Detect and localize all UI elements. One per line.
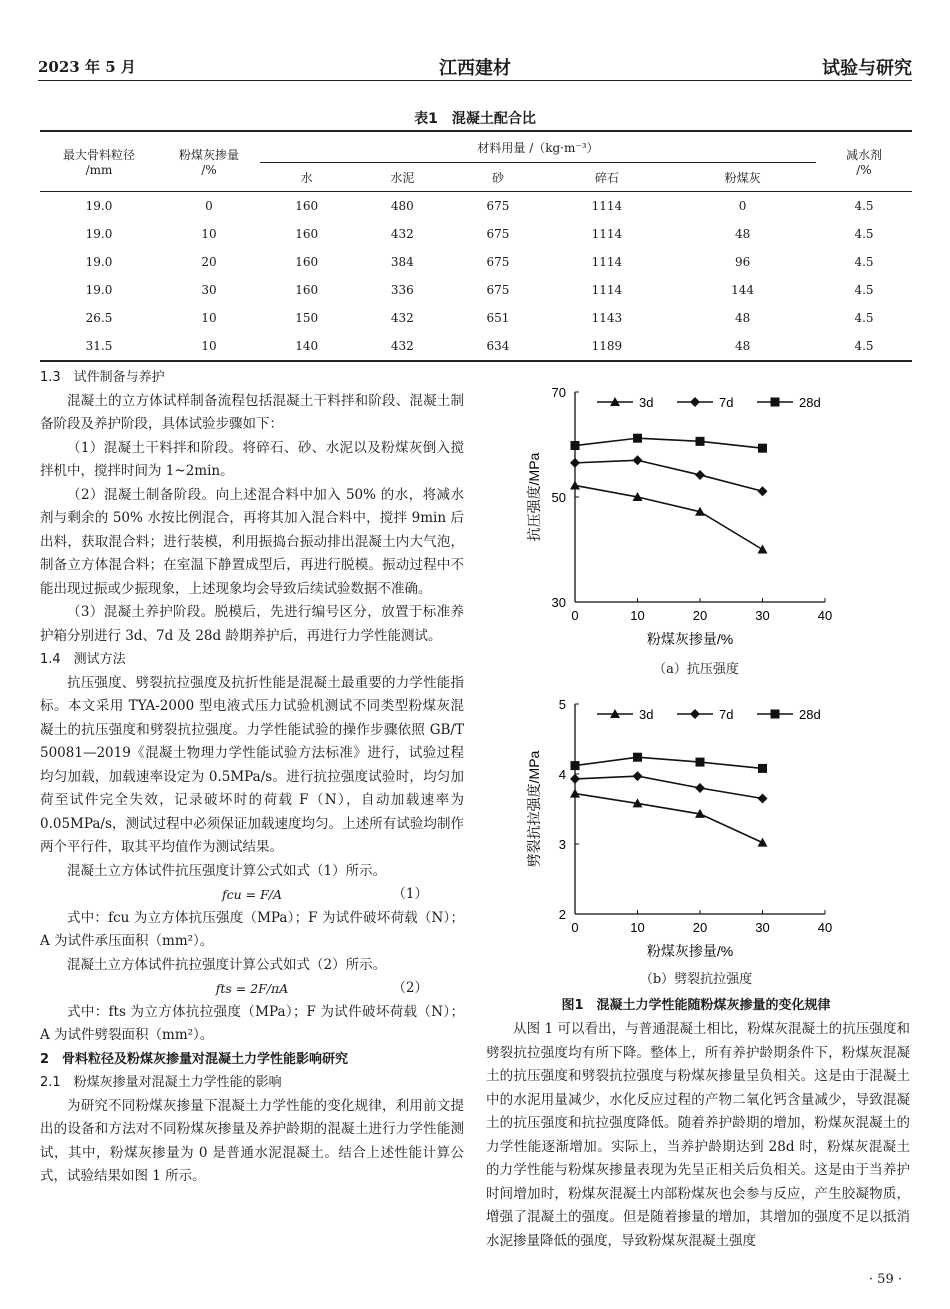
cell: 160 <box>295 227 319 241</box>
paragraph: 式中：fcu 为立方体抗压强度（MPa）；F 为试件破坏荷载（N）；A 为试件承压面积（mm²）。 <box>40 909 464 949</box>
x-axis-label: 粉煤灰掺量/% <box>646 631 734 647</box>
x-tick-label: 0 <box>571 608 579 623</box>
cell: 160 <box>295 255 319 269</box>
data-point-3d <box>758 545 768 554</box>
cell: 140 <box>260 332 353 361</box>
x-tick-label: 30 <box>755 920 770 935</box>
paragraph: 为研究不同粉煤灰掺量下混凝土力学性能的变化规律，利用前文提出的设备和方法对不同粉煤灰掺量及养护龄期的混凝土进行力学性能测试，其中，粉煤灰掺量为 0 是普通水泥混凝土。结合上述性能计算公式，试验结果如图 1 所示。 <box>40 1097 464 1184</box>
x-tick-label: 20 <box>692 920 708 935</box>
col-header-flyash-amount: 粉煤灰 <box>669 163 816 192</box>
table-row <box>40 276 912 304</box>
formula-1-number: （1） <box>392 886 428 902</box>
data-point-7d <box>633 455 643 465</box>
x-tick-label: 30 <box>755 608 770 623</box>
data-point-28d <box>758 444 767 453</box>
table-row <box>40 332 912 361</box>
cell: 31.5 <box>40 332 158 361</box>
issue-date: 2023 年 5 月 <box>38 58 136 76</box>
cell: 675 <box>486 255 510 269</box>
cell: 675 <box>486 199 510 213</box>
col-header-flyash-line1: 粉煤灰掺量 <box>178 148 239 162</box>
legend-label-28d: 28d <box>799 707 821 722</box>
paragraph: （1）混凝土干料拌和阶段。将碎石、砂、水泥以及粉煤灰倒入搅拌机中，搅拌时间为 1~2min。 <box>40 439 464 479</box>
formula-1-expression: fcu = F/A <box>221 887 282 902</box>
series-3d <box>570 789 768 847</box>
x-tick-label: 10 <box>630 920 645 935</box>
cell: 160 <box>295 199 319 213</box>
data-point-28d <box>696 758 705 767</box>
cell: 1114 <box>591 255 623 269</box>
cell: 675 <box>486 283 510 297</box>
col-header-flyash <box>158 131 260 192</box>
formula-2-expression: fts = 2F/πA <box>215 981 289 996</box>
table-caption: 表1 混凝土配合比 <box>414 111 536 127</box>
x-tick-label: 40 <box>817 920 833 935</box>
paragraph: 混凝土的立方体试样制备流程包括混凝土干料拌和阶段、混凝土制备阶段及养护阶段，具体试验步骤如下： <box>40 392 464 432</box>
table-row <box>40 304 912 332</box>
cell: 4.5 <box>854 311 874 325</box>
data-point-7d <box>758 486 768 496</box>
col-header-sand: 砂 <box>451 163 544 192</box>
section-2-heading: 2 骨料粒径及粉煤灰掺量对混凝土力学性能影响研究 <box>40 1051 349 1067</box>
data-point-7d <box>758 794 768 804</box>
cell: 1114 <box>591 227 623 241</box>
cell: 4.5 <box>854 227 874 241</box>
data-point-7d <box>633 771 643 781</box>
data-point-7d <box>695 783 705 793</box>
chart-splitting-tensile-strength <box>500 690 860 970</box>
cell: 675 <box>486 227 510 241</box>
y-tick-label: 3 <box>558 837 566 852</box>
cell: 4.5 <box>854 283 874 297</box>
series-line-7d <box>575 776 763 798</box>
series-28d <box>571 434 768 453</box>
data-point-28d <box>633 434 642 443</box>
data-point-28d <box>633 753 642 762</box>
formula-1 <box>40 883 464 907</box>
paragraph: 混凝土立方体试件抗拉强度计算公式如式（2）所示。 <box>67 956 387 973</box>
cell: 4.5 <box>854 199 874 213</box>
paragraph: （3）混凝土养护阶段。脱模后，先进行编号区分，放置于标准养护箱分别进行 3d、7d 及 28d 龄期养护后，再进行力学性能测试。 <box>40 604 464 644</box>
paragraph: 抗压强度、劈裂抗拉强度及抗折性能是混凝土最重要的力学性能指标。本文采用 TYA-2000 型电液式压力试验机测试不同类型粉煤灰混凝土的抗压强度和劈裂抗拉强度。力学性能试验的操作步骤依照 GB/T 50081—2019《混凝土物理力学性能试验方法标准》进行，试验过程均匀加载，加载速率设定为 0.5MPa/s。进行抗拉强度试验时，均匀加荷至试件完全失效，记录破坏时的荷载 F（N），自动加载速率为 0.05MPa/s，测试过程中必须保证加载速度均匀。上述所有试验均制作两个平行件，取其平均值作为测试结果。 <box>40 674 464 855</box>
data-point-3d <box>758 838 768 847</box>
legend <box>597 395 821 410</box>
col-header-aggregate-line2: /mm <box>85 163 113 177</box>
cell: 48 <box>734 227 751 241</box>
section-1-4-heading: 1.4 测试方法 <box>40 652 126 667</box>
x-axis-label: 粉煤灰掺量/% <box>646 943 734 959</box>
cell: 19.0 <box>85 227 113 241</box>
table-row <box>40 248 912 276</box>
cell: 1114 <box>591 199 623 213</box>
x-tick-label: 0 <box>571 920 579 935</box>
cell: 1189 <box>545 332 670 361</box>
y-axis-label: 劈裂抗拉强度/MPa <box>526 750 542 868</box>
cell: 1143 <box>591 311 623 325</box>
legend <box>597 707 821 722</box>
cell: 48 <box>669 332 816 361</box>
cell: 150 <box>295 311 319 325</box>
y-tick-label: 2 <box>558 907 566 922</box>
x-tick-label: 40 <box>817 608 833 623</box>
col-header-flyash-line2: /% <box>201 163 217 177</box>
y-axis-label: 抗压强度/MPa <box>526 452 542 542</box>
section-2-1-heading: 2.1 粉煤灰掺量对混凝土力学性能的影响 <box>40 1075 282 1090</box>
formula-2-number: （2） <box>392 980 428 996</box>
data-point-28d <box>758 764 767 773</box>
section-name: 试验与研究 <box>822 58 912 79</box>
subfigure-b-caption: （b）劈裂抗拉强度 <box>639 972 753 987</box>
left-column <box>40 366 464 1189</box>
data-point-28d <box>571 441 580 450</box>
cell: 384 <box>390 255 414 269</box>
col-header-water: 水 <box>260 163 353 192</box>
y-tick-label: 5 <box>558 697 566 712</box>
cell: 432 <box>390 227 414 241</box>
col-header-gravel: 碎石 <box>545 163 670 192</box>
table-row <box>40 220 912 248</box>
cell: 0 <box>738 199 747 213</box>
cell: 10 <box>201 227 217 241</box>
y-tick-label: 30 <box>551 595 566 610</box>
data-point-3d <box>570 789 580 798</box>
subfigure-a-caption: （a）抗压强度 <box>653 662 739 677</box>
col-header-aggregate-line1: 最大骨料粒径 <box>62 148 135 162</box>
cell: 19.0 <box>85 255 113 269</box>
legend-marker-7d <box>690 709 700 719</box>
data-point-28d <box>696 437 705 446</box>
col-header-reducer <box>816 131 912 192</box>
cell: 480 <box>390 199 414 213</box>
page-header <box>0 0 950 80</box>
legend-label-7d: 7d <box>719 707 734 722</box>
figure-caption: 图1 混凝土力学性能随粉煤灰掺量的变化规律 <box>561 998 831 1013</box>
legend-label-3d: 3d <box>639 707 654 722</box>
mix-proportion-table <box>40 130 912 362</box>
series-line-3d <box>575 485 763 549</box>
col-header-aggregate <box>40 131 158 192</box>
series-line-7d <box>575 460 763 491</box>
legend-label-28d: 28d <box>799 395 821 410</box>
page-number: · 59 · <box>868 1272 902 1287</box>
paragraph: （2）混凝土制备阶段。向上述混合料中加入 50% 的水，将减水剂与剩余的 50% 水按比例混合，再将其加入混合料中，搅拌 9min 后出料，获取混合料；进行装模，利用振捣台振动排出混凝土内大气泡，制备立方体混合料；在室温下静置成型后，再进行脱模。振动过程中不能出现过振或少振现象，上述现象均会导致后续试验数据不准确。 <box>40 486 464 597</box>
right-column <box>486 1018 910 1253</box>
cell: 4.5 <box>854 255 874 269</box>
cell: 20 <box>201 255 217 269</box>
cell: 160 <box>295 283 319 297</box>
cell: 1114 <box>591 283 623 297</box>
x-tick-label: 20 <box>692 608 708 623</box>
paragraph: 从图 1 可以看出，与普通混凝土相比，粉煤灰混凝土的抗压强度和劈裂抗拉强度均有所下降。整体上，所有养护龄期条件下，粉煤灰混凝土的抗压强度和劈裂抗拉强度与粉煤灰掺量呈负相关。这是由于混凝土中的水泥用量减少，水化反应过程的产物二氧化钙含量减少，导致混凝土的抗压强度和抗拉强度降低。随着养护龄期的增加，粉煤灰混凝土的力学性能逐渐增加。实际上，当养护龄期达到 28d 时，粉煤灰混凝土的力学性能与粉煤灰掺量表现为先呈正相关后负相关。这是由于当养护时间增加时，粉煤灰混凝土内部粉煤灰也会参与反应，产生胶凝物质，增强了混凝土的强度。但是随着掺量的增加，其增加的强度不足以抵消水泥掺量降低的强度，导致粉煤灰混凝土强度 <box>486 1021 910 1249</box>
y-tick-label: 70 <box>551 385 566 400</box>
cell: 26.5 <box>85 311 113 325</box>
legend-label-3d: 3d <box>639 395 654 410</box>
data-point-7d <box>570 458 580 468</box>
col-header-reducer-line2: /% <box>856 163 872 177</box>
cell: 10 <box>158 332 260 361</box>
legend-label-7d: 7d <box>719 395 734 410</box>
cell: 4.5 <box>816 332 912 361</box>
series-line-3d <box>575 794 763 843</box>
chart-compressive-strength <box>500 378 860 658</box>
paragraph: 混凝土立方体试件抗压强度计算公式如式（1）所示。 <box>67 862 387 879</box>
data-point-7d <box>695 470 705 480</box>
series-7d <box>570 771 768 803</box>
series-3d <box>570 480 768 553</box>
legend-marker-7d <box>690 397 700 407</box>
cell: 432 <box>390 311 414 325</box>
cell: 10 <box>201 311 217 325</box>
cell: 144 <box>731 283 755 297</box>
journal-name: 江西建材 <box>439 58 511 79</box>
series-line-28d <box>575 438 763 448</box>
col-header-reducer-line1: 减水剂 <box>845 148 882 162</box>
series-line-28d <box>575 757 763 768</box>
cell: 96 <box>734 255 751 269</box>
paragraph: 式中：fts 为立方体抗拉强度（MPa）；F 为试件破坏荷载（N）；A 为试件劈裂面积（mm²）。 <box>40 1003 464 1043</box>
cell: 432 <box>353 332 451 361</box>
col-header-materials: 材料用量 /（kg·m⁻³） <box>260 131 816 163</box>
data-point-7d <box>570 774 580 784</box>
data-point-28d <box>571 761 580 770</box>
x-tick-label: 10 <box>630 608 645 623</box>
legend-marker-28d <box>771 398 780 407</box>
cell: 48 <box>734 311 751 325</box>
cell: 30 <box>201 283 217 297</box>
cell: 19.0 <box>85 283 113 297</box>
header-rule <box>38 80 912 81</box>
table-row <box>40 192 912 221</box>
series-28d <box>571 753 768 773</box>
cell: 19.0 <box>85 199 113 213</box>
cell: 0 <box>205 199 213 213</box>
legend-marker-28d <box>771 710 780 719</box>
y-tick-label: 4 <box>558 767 566 782</box>
cell: 651 <box>486 311 510 325</box>
cell: 336 <box>390 283 414 297</box>
section-1-3-heading: 1.3 试件制备与养护 <box>40 370 165 385</box>
cell: 634 <box>451 332 544 361</box>
y-tick-label: 50 <box>551 490 566 505</box>
col-header-cement: 水泥 <box>353 163 451 192</box>
formula-2 <box>40 977 464 1001</box>
data-point-3d <box>570 480 580 489</box>
